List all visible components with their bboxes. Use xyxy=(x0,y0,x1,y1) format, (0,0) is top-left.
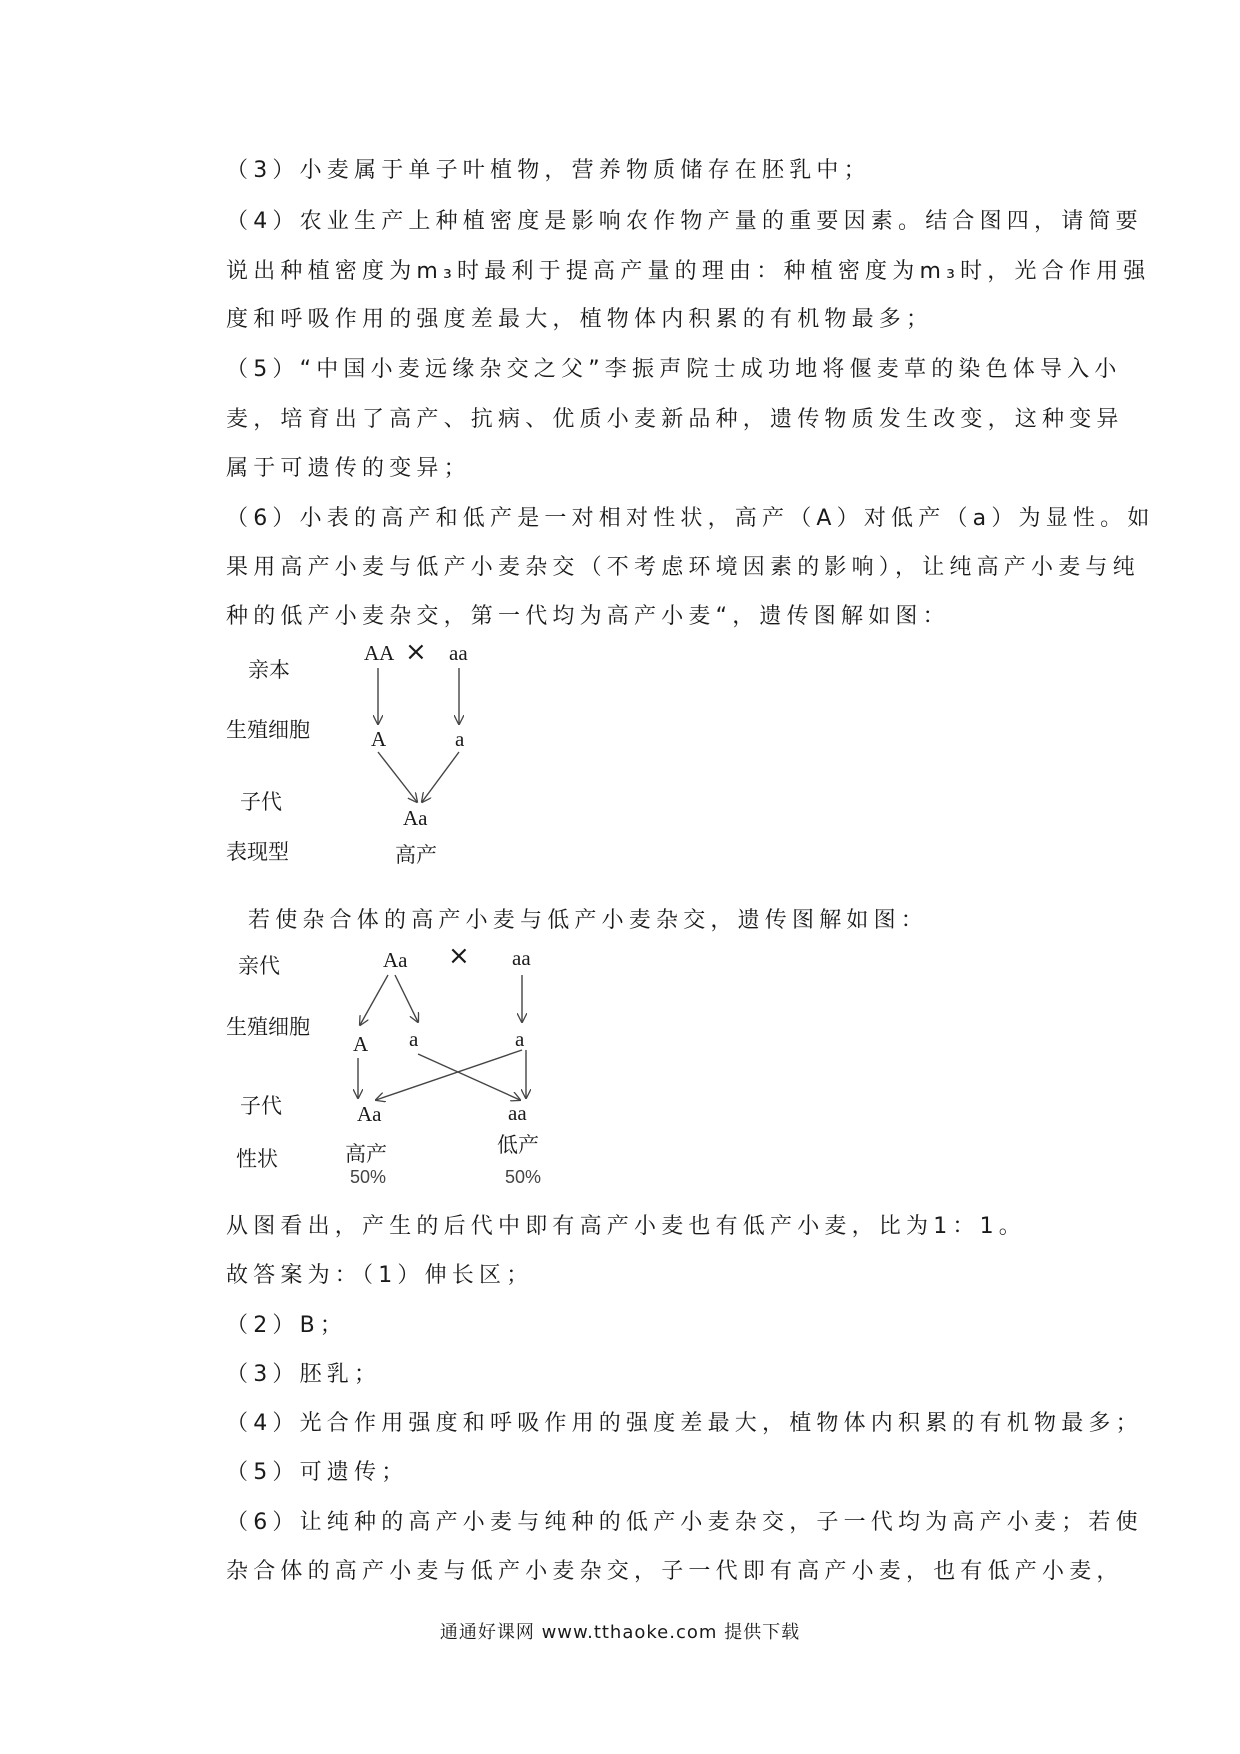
paragraph-line: 从图看出，产生的后代中即有高产小麦也有低产小麦，比为1：1。 xyxy=(226,1214,1026,1239)
label-offspring: 子代 xyxy=(240,790,282,814)
ratio-value: 50% xyxy=(350,1167,387,1187)
phenotype-value: 高产 xyxy=(395,843,437,867)
arrow xyxy=(422,752,459,802)
parent-genotype: aa xyxy=(512,946,531,970)
label-trait: 性状 xyxy=(236,1147,278,1171)
paragraph-line: 故答案为：（1）伸长区； xyxy=(226,1263,534,1288)
label-gamete: 生殖细胞 xyxy=(226,1015,310,1039)
arrow xyxy=(395,975,418,1022)
trait-value: 低产 xyxy=(497,1133,539,1157)
parent-genotype: Aa xyxy=(383,948,408,972)
parent-genotype: aa xyxy=(449,641,468,665)
arrow xyxy=(360,975,388,1025)
gamete-genotype: a xyxy=(409,1027,419,1051)
trait-value: 高产 xyxy=(345,1142,387,1166)
cross-symbol: × xyxy=(405,637,427,667)
page-footer: 通通好课网 www.tthaoke.com 提供下载 xyxy=(439,1622,801,1643)
arrow xyxy=(418,1054,520,1100)
paragraph-line: （6）让纯种的高产小麦与纯种的低产小麦杂交，子一代均为高产小麦；若使 xyxy=(226,1510,1143,1535)
paragraph-line: （4）光合作用强度和呼吸作用的强度差最大，植物体内积累的有机物最多； xyxy=(226,1411,1143,1436)
label-gamete: 生殖细胞 xyxy=(226,718,310,742)
arrow xyxy=(376,1050,522,1100)
paragraph-line: 说出种植密度为m₃时最利于提高产量的理由：种植密度为m₃时，光合作用强 xyxy=(226,259,1151,284)
arrow xyxy=(378,752,417,802)
parent-genotype: AA xyxy=(364,641,395,665)
paragraph-line: （2）B； xyxy=(226,1313,348,1338)
paragraph-line: 果用高产小麦与低产小麦杂交（不考虑环境因素的影响），让纯高产小麦与纯 xyxy=(226,555,1140,580)
offspring-genotype: Aa xyxy=(357,1102,382,1126)
gamete-genotype: A xyxy=(371,727,387,751)
paragraph-line: 麦，培育出了高产、抗病、优质小麦新品种，遗传物质发生改变，这种变异 xyxy=(226,407,1124,432)
cross-symbol: × xyxy=(448,941,470,971)
paragraph-line: （5）可遗传； xyxy=(226,1460,409,1485)
paragraph-line: 种的低产小麦杂交，第一代均为高产小麦“，遗传图解如图： xyxy=(226,604,950,629)
offspring-genotype: aa xyxy=(508,1101,527,1125)
label-parent: 亲本 xyxy=(248,658,290,682)
paragraph-line: （4）农业生产上种植密度是影响农作物产量的重要因素。结合图四，请简要 xyxy=(226,209,1143,234)
gamete-genotype: a xyxy=(515,1027,525,1051)
paragraph-line: （6）小表的高产和低产是一对相对性状，高产（A）对低产（a）为显性。如 xyxy=(226,506,1155,531)
gamete-genotype: A xyxy=(353,1032,369,1056)
mid-text: 若使杂合体的高产小麦与低产小麦杂交，遗传图解如图： xyxy=(248,908,929,933)
label-offspring: 子代 xyxy=(240,1094,282,1118)
gamete-genotype: a xyxy=(455,727,465,751)
ratio-value: 50% xyxy=(505,1167,542,1187)
paragraph-line: 度和呼吸作用的强度差最大，植物体内积累的有机物最多； xyxy=(226,307,934,332)
offspring-genotype: Aa xyxy=(403,806,428,830)
paragraph-line: （5）“中国小麦远缘杂交之父”李振声院士成功地将偃麦草的染色体导入小 xyxy=(226,357,1122,382)
paragraph-line: 杂合体的高产小麦与低产小麦杂交，子一代即有高产小麦，也有低产小麦， xyxy=(226,1559,1124,1584)
label-phenotype: 表现型 xyxy=(226,840,289,864)
paragraph-line: （3）胚乳； xyxy=(226,1362,382,1387)
paragraph-line: （3）小麦属于单子叶植物，营养物质储存在胚乳中； xyxy=(226,158,871,183)
label-parent: 亲代 xyxy=(238,954,280,978)
paragraph-line: 属于可遗传的变异； xyxy=(226,456,471,481)
